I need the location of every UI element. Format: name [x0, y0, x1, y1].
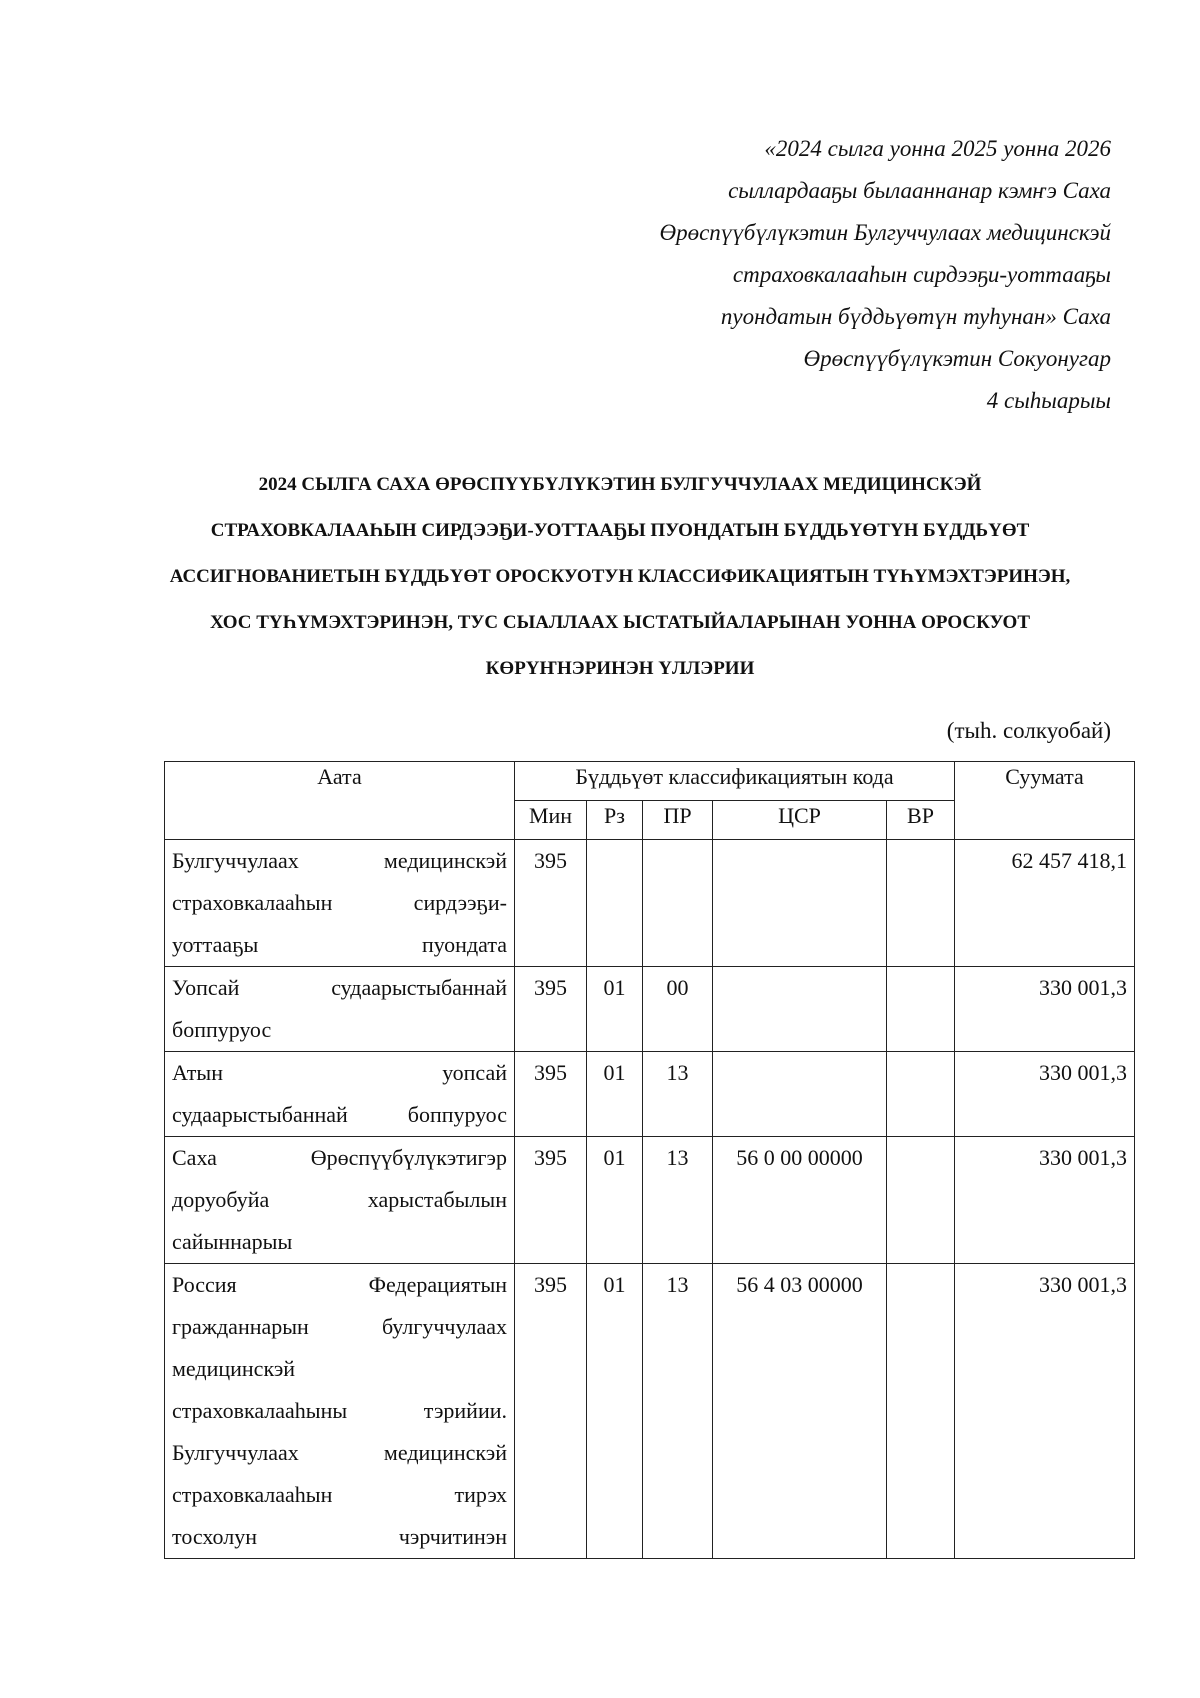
cell-name-line: Россия Федерациятын: [172, 1272, 507, 1297]
cell-csr: [713, 1052, 887, 1137]
title-line: КӨРҮҤНЭРИНЭН ҮЛЛЭРИИ: [485, 658, 755, 679]
header-classification: Бүддьүөт классификациятын кода: [515, 762, 955, 801]
cell-name-line: тосхолун чэрчитинэн: [172, 1524, 507, 1549]
cell-sum: 330 001,3: [955, 1264, 1135, 1559]
cell-vr: [887, 1264, 955, 1559]
header-pr: ПР: [643, 801, 713, 840]
cell-vr: [887, 1052, 955, 1137]
title-line: АССИГНОВАНИЕТЫН БҮДДЬҮӨТ ОРОСКУОТУН КЛАССИФИКАЦИЯТЫН ТҮҺҮМЭХТЭРИНЭН,: [169, 566, 1071, 587]
cell-rz: 01: [587, 1137, 643, 1264]
unit-label: (тыһ. солкуобай): [946, 718, 1111, 743]
cell-name-line: страховкалааһын тирэх: [172, 1482, 507, 1507]
cell-name-line: гражданнарын булгуччулаах: [172, 1314, 507, 1339]
cell-name-line: боппуруос: [172, 1017, 272, 1042]
cell-min: 395: [515, 967, 587, 1052]
cell-pr: 13: [643, 1137, 713, 1264]
table-row: [165, 967, 1135, 1052]
header-name: Аата: [165, 762, 515, 840]
cell-name-line: Уопсай судаарыстыбаннай: [172, 975, 507, 1000]
cell-name-line: Атын уопсай: [172, 1060, 507, 1085]
header-min: Мин: [515, 801, 587, 840]
cell-name-line: страховкалааһын сирдээҕи-: [172, 890, 507, 915]
table-row: [165, 1264, 1135, 1559]
table-row: [165, 840, 1135, 967]
annex-line: сыллардааҕы былааннанар кэмҥэ Саха: [728, 178, 1111, 203]
cell-name-line: уоттааҕы пуондата: [172, 932, 507, 957]
cell-min: 395: [515, 840, 587, 967]
header-sum: Суумата: [955, 762, 1135, 840]
annex-reference: [511, 128, 1111, 422]
cell-name: [165, 1264, 515, 1559]
annex-line: Өрөспүүбүлүкэтин Булгуччулаах медицинскэй: [659, 220, 1111, 245]
cell-csr: 56 0 00 00000: [713, 1137, 887, 1264]
annex-line: «2024 сылга уонна 2025 уонна 2026: [764, 136, 1111, 161]
cell-pr: 13: [643, 1052, 713, 1137]
cell-pr: 13: [643, 1264, 713, 1559]
cell-name-line: судаарыстыбаннай боппуруос: [172, 1102, 507, 1127]
title-line: ХОС ТҮҺҮМЭХТЭРИНЭН, ТУС СЫАЛЛААХ ЫСТАТЫЙАЛАРЫНАН УОННА ОРОСКУОТ: [210, 612, 1030, 633]
header-rz: Рз: [587, 801, 643, 840]
header-csr: ЦСР: [713, 801, 887, 840]
cell-name-line: сайыннарыы: [172, 1229, 293, 1254]
cell-name-line: страховкалааһыны тэрийии.: [172, 1398, 507, 1423]
budget-table: [164, 761, 1135, 1559]
cell-rz: 01: [587, 967, 643, 1052]
annex-line: 4 сыһыарыы: [986, 388, 1111, 413]
cell-name-line: Булгуччулаах медицинскэй: [172, 1440, 507, 1465]
title-line: СТРАХОВКАЛААҺЫН СИРДЭЭҔИ-УОТТААҔЫ ПУОНДАТЫН БҮДДЬҮӨТҮН БҮДДЬҮӨТ: [210, 520, 1030, 541]
cell-sum: 330 001,3: [955, 1137, 1135, 1264]
cell-min: 395: [515, 1137, 587, 1264]
document-title: [150, 462, 1090, 692]
cell-name-line: Саха Өрөспүүбүлүкэтигэр: [172, 1145, 507, 1170]
cell-name: [165, 840, 515, 967]
title-line: 2024 СЫЛГА САХА ӨРӨСПҮҮБҮЛҮКЭТИН БУЛГУЧЧУЛААХ МЕДИЦИНСКЭЙ: [258, 474, 982, 495]
cell-rz: 01: [587, 1264, 643, 1559]
header-vr: ВР: [887, 801, 955, 840]
cell-sum: 330 001,3: [955, 1052, 1135, 1137]
cell-csr: [713, 840, 887, 967]
cell-vr: [887, 1137, 955, 1264]
annex-line: страховкалааһын сирдээҕи-уоттааҕы: [732, 262, 1111, 287]
cell-csr: 56 4 03 00000: [713, 1264, 887, 1559]
cell-rz: 01: [587, 1052, 643, 1137]
table-row: [165, 1137, 1135, 1264]
cell-rz: [587, 840, 643, 967]
cell-csr: [713, 967, 887, 1052]
cell-pr: [643, 840, 713, 967]
cell-min: 395: [515, 1052, 587, 1137]
cell-min: 395: [515, 1264, 587, 1559]
cell-name: [165, 1052, 515, 1137]
cell-pr: 00: [643, 967, 713, 1052]
cell-name: [165, 967, 515, 1052]
cell-name-line: медицинскэй: [172, 1356, 296, 1381]
annex-line: пуондатын бүддьүөтүн туһунан» Саха: [720, 304, 1111, 329]
annex-line: Өрөспүүбүлүкэтин Сокуонугар: [803, 346, 1111, 371]
cell-vr: [887, 967, 955, 1052]
cell-name-line: Булгуччулаах медицинскэй: [172, 848, 507, 873]
cell-sum: 62 457 418,1: [955, 840, 1135, 967]
cell-vr: [887, 840, 955, 967]
cell-name-line: доруобуйа харыстабылын: [172, 1187, 507, 1212]
table-row: [165, 1052, 1135, 1137]
cell-name: [165, 1137, 515, 1264]
cell-sum: 330 001,3: [955, 967, 1135, 1052]
